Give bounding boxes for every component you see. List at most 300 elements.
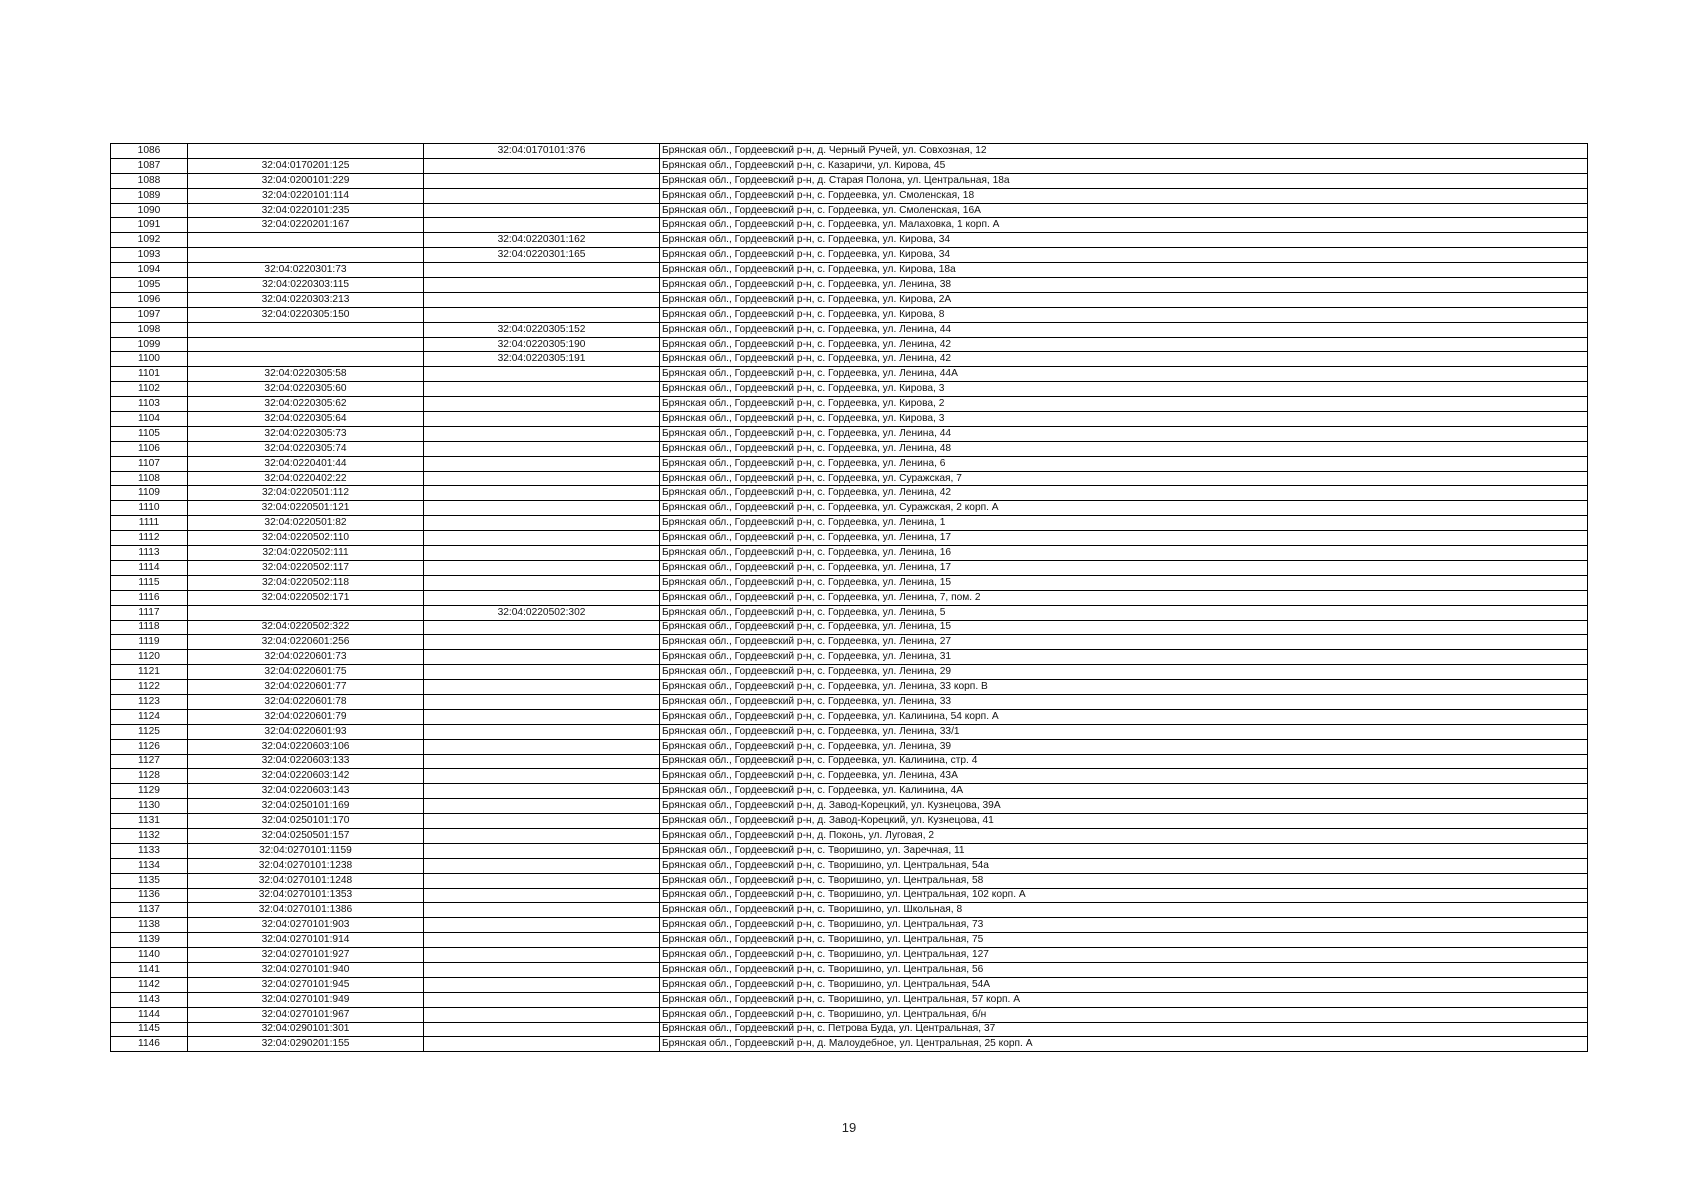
cadastral-number-cell: 32:04:0220502:110 bbox=[188, 531, 424, 546]
row-number-cell: 1108 bbox=[111, 471, 188, 486]
table-row bbox=[111, 486, 1588, 501]
row-number-cell: 1130 bbox=[111, 799, 188, 814]
cadastral-number-cell: 32:04:0220305:64 bbox=[188, 412, 424, 427]
cadastral-number-alt-cell bbox=[424, 724, 660, 739]
address-cell: Брянская обл., Гордеевский р-н, с. Гордеевка, ул. Калинина, 4А bbox=[660, 784, 1588, 799]
cadastral-number-cell: 32:04:0220501:121 bbox=[188, 501, 424, 516]
address-cell: Брянская обл., Гордеевский р-н, с. Гордеевка, ул. Ленина, 7, пом. 2 bbox=[660, 590, 1588, 605]
address-cell: Брянская обл., Гордеевский р-н, с. Гордеевка, ул. Ленина, 44 bbox=[660, 426, 1588, 441]
row-number-cell: 1127 bbox=[111, 754, 188, 769]
row-number-cell: 1096 bbox=[111, 292, 188, 307]
address-cell: Брянская обл., Гордеевский р-н, с. Гордеевка, ул. Ленина, 42 bbox=[660, 486, 1588, 501]
table-row bbox=[111, 739, 1588, 754]
address-cell: Брянская обл., Гордеевский р-н, с. Творишино, ул. Заречная, 11 bbox=[660, 843, 1588, 858]
table-row bbox=[111, 694, 1588, 709]
row-number-cell: 1086 bbox=[111, 144, 188, 159]
cadastral-number-cell: 32:04:0220601:77 bbox=[188, 680, 424, 695]
cadastral-number-cell: 32:04:0270101:1238 bbox=[188, 858, 424, 873]
cadastral-number-alt-cell bbox=[424, 516, 660, 531]
address-cell: Брянская обл., Гордеевский р-н, с. Гордеевка, ул. Кирова, 34 bbox=[660, 233, 1588, 248]
table-row bbox=[111, 843, 1588, 858]
table-row bbox=[111, 278, 1588, 293]
row-number-cell: 1123 bbox=[111, 694, 188, 709]
address-cell: Брянская обл., Гордеевский р-н, с. Гордеевка, ул. Калинина, 54 корп. А bbox=[660, 709, 1588, 724]
address-cell: Брянская обл., Гордеевский р-н, с. Творишино, ул. Центральная, 102 корп. А bbox=[660, 888, 1588, 903]
table-row bbox=[111, 769, 1588, 784]
address-cell: Брянская обл., Гордеевский р-н, с. Гордеевка, ул. Ленина, 17 bbox=[660, 531, 1588, 546]
table-row bbox=[111, 977, 1588, 992]
cadastral-number-cell: 32:04:0250501:157 bbox=[188, 828, 424, 843]
cadastral-number-cell: 32:04:0220101:235 bbox=[188, 203, 424, 218]
address-cell: Брянская обл., Гордеевский р-н, с. Гордеевка, ул. Калинина, стр. 4 bbox=[660, 754, 1588, 769]
cadastral-number-alt-cell bbox=[424, 635, 660, 650]
cadastral-number-alt-cell bbox=[424, 292, 660, 307]
cadastral-number-cell: 32:04:0270101:940 bbox=[188, 962, 424, 977]
address-cell: Брянская обл., Гордеевский р-н, с. Гордеевка, ул. Кирова, 2А bbox=[660, 292, 1588, 307]
cadastral-number-cell: 32:04:0270101:949 bbox=[188, 992, 424, 1007]
address-cell: Брянская обл., Гордеевский р-н, с. Творишино, ул. Центральная, 56 bbox=[660, 962, 1588, 977]
table-row bbox=[111, 471, 1588, 486]
address-cell: Брянская обл., Гордеевский р-н, с. Гордеевка, ул. Ленина, 39 bbox=[660, 739, 1588, 754]
row-number-cell: 1095 bbox=[111, 278, 188, 293]
table-row bbox=[111, 307, 1588, 322]
table-row bbox=[111, 858, 1588, 873]
cadastral-number-cell: 32:04:0270101:967 bbox=[188, 1007, 424, 1022]
cadastral-number-alt-cell bbox=[424, 575, 660, 590]
cadastral-number-alt-cell bbox=[424, 873, 660, 888]
cadastral-number-alt-cell: 32:04:0220305:191 bbox=[424, 352, 660, 367]
table-row bbox=[111, 992, 1588, 1007]
cadastral-number-cell: 32:04:0270101:1248 bbox=[188, 873, 424, 888]
address-cell: Брянская обл., Гордеевский р-н, с. Гордеевка, ул. Кирова, 3 bbox=[660, 382, 1588, 397]
address-cell: Брянская обл., Гордеевский р-н, с. Гордеевка, ул. Ленина, 5 bbox=[660, 605, 1588, 620]
cadastral-number-alt-cell bbox=[424, 709, 660, 724]
table-row bbox=[111, 501, 1588, 516]
address-cell: Брянская обл., Гордеевский р-н, с. Творишино, ул. Школьная, 8 bbox=[660, 903, 1588, 918]
address-cell: Брянская обл., Гордеевский р-н, с. Гордеевка, ул. Ленина, 48 bbox=[660, 441, 1588, 456]
cadastral-number-cell: 32:04:0220402:22 bbox=[188, 471, 424, 486]
cadastral-number-cell bbox=[188, 233, 424, 248]
cadastral-number-cell: 32:04:0220601:93 bbox=[188, 724, 424, 739]
address-cell: Брянская обл., Гордеевский р-н, с. Гордеевка, ул. Ленина, 42 bbox=[660, 352, 1588, 367]
table-row bbox=[111, 173, 1588, 188]
cadastral-number-alt-cell: 32:04:0220301:165 bbox=[424, 248, 660, 263]
row-number-cell: 1107 bbox=[111, 456, 188, 471]
cadastral-number-cell: 32:04:0270101:903 bbox=[188, 918, 424, 933]
table-row bbox=[111, 784, 1588, 799]
address-cell: Брянская обл., Гордеевский р-н, д. Завод-Корецкий, ул. Кузнецова, 39А bbox=[660, 799, 1588, 814]
row-number-cell: 1091 bbox=[111, 218, 188, 233]
cadastral-number-cell: 32:04:0270101:1159 bbox=[188, 843, 424, 858]
address-cell: Брянская обл., Гордеевский р-н, с. Творишино, ул. Центральная, 127 bbox=[660, 948, 1588, 963]
cadastral-number-alt-cell bbox=[424, 173, 660, 188]
table-row bbox=[111, 605, 1588, 620]
row-number-cell: 1101 bbox=[111, 367, 188, 382]
cadastral-number-cell: 32:04:0220502:171 bbox=[188, 590, 424, 605]
row-number-cell: 1140 bbox=[111, 948, 188, 963]
cadastral-number-cell: 32:04:0290101:301 bbox=[188, 1022, 424, 1037]
row-number-cell: 1115 bbox=[111, 575, 188, 590]
cadastral-number-alt-cell bbox=[424, 501, 660, 516]
address-cell: Брянская обл., Гордеевский р-н, с. Гордеевка, ул. Ленина, 6 bbox=[660, 456, 1588, 471]
table-row bbox=[111, 650, 1588, 665]
address-cell: Брянская обл., Гордеевский р-н, д. Малоудебное, ул. Центральная, 25 корп. А bbox=[660, 1037, 1588, 1052]
table-row bbox=[111, 709, 1588, 724]
row-number-cell: 1122 bbox=[111, 680, 188, 695]
row-number-cell: 1112 bbox=[111, 531, 188, 546]
address-cell: Брянская обл., Гордеевский р-н, с. Гордеевка, ул. Малаховка, 1 корп. А bbox=[660, 218, 1588, 233]
cadastral-number-cell: 32:04:0170201:125 bbox=[188, 158, 424, 173]
table-row bbox=[111, 828, 1588, 843]
row-number-cell: 1106 bbox=[111, 441, 188, 456]
cadastral-number-alt-cell bbox=[424, 456, 660, 471]
cadastral-number-cell: 32:04:0250101:169 bbox=[188, 799, 424, 814]
cadastral-number-cell: 32:04:0270101:927 bbox=[188, 948, 424, 963]
address-cell: Брянская обл., Гордеевский р-н, с. Гордеевка, ул. Ленина, 33/1 bbox=[660, 724, 1588, 739]
address-cell: Брянская обл., Гордеевский р-н, с. Гордеевка, ул. Ленина, 29 bbox=[660, 665, 1588, 680]
address-cell: Брянская обл., Гордеевский р-н, с. Творишино, ул. Центральная, 75 bbox=[660, 933, 1588, 948]
address-cell: Брянская обл., Гордеевский р-н, с. Гордеевка, ул. Ленина, 1 bbox=[660, 516, 1588, 531]
cadastral-number-alt-cell bbox=[424, 590, 660, 605]
table-row bbox=[111, 903, 1588, 918]
cadastral-number-alt-cell bbox=[424, 843, 660, 858]
row-number-cell: 1121 bbox=[111, 665, 188, 680]
table-row bbox=[111, 590, 1588, 605]
table-row bbox=[111, 1037, 1588, 1052]
table-row bbox=[111, 144, 1588, 159]
address-cell: Брянская обл., Гордеевский р-н, с. Гордеевка, ул. Ленина, 16 bbox=[660, 546, 1588, 561]
row-number-cell: 1124 bbox=[111, 709, 188, 724]
cadastral-number-alt-cell bbox=[424, 977, 660, 992]
table-row bbox=[111, 531, 1588, 546]
address-cell: Брянская обл., Гордеевский р-н, с. Творишино, ул. Центральная, 58 bbox=[660, 873, 1588, 888]
cadastral-number-cell: 32:04:0220305:74 bbox=[188, 441, 424, 456]
cadastral-number-cell: 32:04:0220401:44 bbox=[188, 456, 424, 471]
table-row bbox=[111, 620, 1588, 635]
row-number-cell: 1139 bbox=[111, 933, 188, 948]
cadastral-number-alt-cell: 32:04:0220305:190 bbox=[424, 337, 660, 352]
row-number-cell: 1133 bbox=[111, 843, 188, 858]
table-row bbox=[111, 158, 1588, 173]
address-cell: Брянская обл., Гордеевский р-н, с. Гордеевка, ул. Ленина, 42 bbox=[660, 337, 1588, 352]
address-cell: Брянская обл., Гордеевский р-н, с. Гордеевка, ул. Кирова, 2 bbox=[660, 397, 1588, 412]
table-row bbox=[111, 962, 1588, 977]
row-number-cell: 1143 bbox=[111, 992, 188, 1007]
row-number-cell: 1134 bbox=[111, 858, 188, 873]
table-row bbox=[111, 397, 1588, 412]
cadastral-number-alt-cell bbox=[424, 188, 660, 203]
table-row bbox=[111, 546, 1588, 561]
cadastral-number-cell: 32:04:0220101:114 bbox=[188, 188, 424, 203]
address-cell: Брянская обл., Гордеевский р-н, с. Творишино, ул. Центральная, 73 bbox=[660, 918, 1588, 933]
address-cell: Брянская обл., Гордеевский р-н, с. Гордеевка, ул. Кирова, 34 bbox=[660, 248, 1588, 263]
table-row bbox=[111, 665, 1588, 680]
cadastral-number-alt-cell bbox=[424, 471, 660, 486]
cadastral-number-alt-cell bbox=[424, 412, 660, 427]
cadastral-number-alt-cell bbox=[424, 858, 660, 873]
cadastral-number-alt-cell bbox=[424, 814, 660, 829]
table-row bbox=[111, 754, 1588, 769]
cadastral-number-alt-cell bbox=[424, 948, 660, 963]
table-row bbox=[111, 203, 1588, 218]
cadastral-number-alt-cell bbox=[424, 531, 660, 546]
cadastral-number-cell: 32:04:0220601:79 bbox=[188, 709, 424, 724]
cadastral-number-cell bbox=[188, 248, 424, 263]
row-number-cell: 1136 bbox=[111, 888, 188, 903]
cadastral-number-alt-cell bbox=[424, 769, 660, 784]
cadastral-number-cell: 32:04:0220305:62 bbox=[188, 397, 424, 412]
address-cell: Брянская обл., Гордеевский р-н, с. Гордеевка, ул. Смоленская, 16А bbox=[660, 203, 1588, 218]
cadastral-number-cell: 32:04:0290201:155 bbox=[188, 1037, 424, 1052]
row-number-cell: 1119 bbox=[111, 635, 188, 650]
address-cell: Брянская обл., Гордеевский р-н, с. Творишино, ул. Центральная, 57 корп. А bbox=[660, 992, 1588, 1007]
table-row bbox=[111, 1022, 1588, 1037]
cadastral-number-cell: 32:04:0220502:117 bbox=[188, 560, 424, 575]
cadastral-number-alt-cell bbox=[424, 918, 660, 933]
table-row bbox=[111, 292, 1588, 307]
cadastral-number-alt-cell bbox=[424, 888, 660, 903]
cadastral-number-alt-cell bbox=[424, 962, 660, 977]
row-number-cell: 1092 bbox=[111, 233, 188, 248]
cadastral-number-alt-cell bbox=[424, 263, 660, 278]
table-row bbox=[111, 933, 1588, 948]
table-row bbox=[111, 918, 1588, 933]
address-cell: Брянская обл., Гордеевский р-н, с. Гордеевка, ул. Суражская, 2 корп. А bbox=[660, 501, 1588, 516]
cadastral-number-alt-cell bbox=[424, 799, 660, 814]
table-row bbox=[111, 248, 1588, 263]
cadastral-number-alt-cell: 32:04:0220301:162 bbox=[424, 233, 660, 248]
cadastral-number-alt-cell bbox=[424, 307, 660, 322]
cadastral-number-cell: 32:04:0220305:73 bbox=[188, 426, 424, 441]
cadastral-number-alt-cell bbox=[424, 650, 660, 665]
row-number-cell: 1126 bbox=[111, 739, 188, 754]
address-cell: Брянская обл., Гордеевский р-н, с. Петрова Буда, ул. Центральная, 37 bbox=[660, 1022, 1588, 1037]
cadastral-number-alt-cell bbox=[424, 1022, 660, 1037]
cadastral-number-cell: 32:04:0220303:115 bbox=[188, 278, 424, 293]
row-number-cell: 1089 bbox=[111, 188, 188, 203]
cadastral-number-cell: 32:04:0220502:322 bbox=[188, 620, 424, 635]
row-number-cell: 1087 bbox=[111, 158, 188, 173]
table-row bbox=[111, 635, 1588, 650]
row-number-cell: 1135 bbox=[111, 873, 188, 888]
cadastral-number-cell bbox=[188, 352, 424, 367]
cadastral-number-cell: 32:04:0220501:82 bbox=[188, 516, 424, 531]
cadastral-number-alt-cell bbox=[424, 397, 660, 412]
cadastral-number-alt-cell: 32:04:0220502:302 bbox=[424, 605, 660, 620]
table-row bbox=[111, 888, 1588, 903]
row-number-cell: 1146 bbox=[111, 1037, 188, 1052]
address-cell: Брянская обл., Гордеевский р-н, д. Поконь, ул. Луговая, 2 bbox=[660, 828, 1588, 843]
table-row bbox=[111, 188, 1588, 203]
row-number-cell: 1142 bbox=[111, 977, 188, 992]
cadastral-number-alt-cell bbox=[424, 546, 660, 561]
cadastral-number-cell: 32:04:0270101:914 bbox=[188, 933, 424, 948]
table-body bbox=[111, 144, 1588, 1052]
table-row bbox=[111, 426, 1588, 441]
address-cell: Брянская обл., Гордеевский р-н, с. Гордеевка, ул. Ленина, 43А bbox=[660, 769, 1588, 784]
cadastral-number-alt-cell bbox=[424, 278, 660, 293]
cadastral-number-alt-cell bbox=[424, 486, 660, 501]
row-number-cell: 1141 bbox=[111, 962, 188, 977]
row-number-cell: 1116 bbox=[111, 590, 188, 605]
page-number: 19 bbox=[841, 1120, 857, 1135]
cadastral-number-cell: 32:04:0270101:1386 bbox=[188, 903, 424, 918]
row-number-cell: 1113 bbox=[111, 546, 188, 561]
table-row bbox=[111, 441, 1588, 456]
row-number-cell: 1144 bbox=[111, 1007, 188, 1022]
address-cell: Брянская обл., Гордеевский р-н, с. Гордеевка, ул. Ленина, 33 корп. В bbox=[660, 680, 1588, 695]
address-cell: Брянская обл., Гордеевский р-н, д. Старая Полона, ул. Центральная, 18а bbox=[660, 173, 1588, 188]
table-row bbox=[111, 724, 1588, 739]
row-number-cell: 1110 bbox=[111, 501, 188, 516]
address-cell: Брянская обл., Гордеевский р-н, с. Гордеевка, ул. Кирова, 18а bbox=[660, 263, 1588, 278]
row-number-cell: 1109 bbox=[111, 486, 188, 501]
cadastral-number-alt-cell: 32:04:0170101:376 bbox=[424, 144, 660, 159]
cadastral-number-alt-cell bbox=[424, 680, 660, 695]
cadastral-number-alt-cell bbox=[424, 382, 660, 397]
cadastral-number-cell: 32:04:0220305:150 bbox=[188, 307, 424, 322]
row-number-cell: 1088 bbox=[111, 173, 188, 188]
table-row bbox=[111, 680, 1588, 695]
table-row bbox=[111, 560, 1588, 575]
row-number-cell: 1105 bbox=[111, 426, 188, 441]
cadastral-number-cell: 32:04:0220603:106 bbox=[188, 739, 424, 754]
address-cell: Брянская обл., Гордеевский р-н, с. Творишино, ул. Центральная, 54а bbox=[660, 858, 1588, 873]
cadastral-number-cell: 32:04:0220601:78 bbox=[188, 694, 424, 709]
row-number-cell: 1099 bbox=[111, 337, 188, 352]
cadastral-number-alt-cell bbox=[424, 426, 660, 441]
cadastral-number-cell: 32:04:0250101:170 bbox=[188, 814, 424, 829]
cadastral-number-cell bbox=[188, 337, 424, 352]
cadastral-number-alt-cell bbox=[424, 218, 660, 233]
row-number-cell: 1111 bbox=[111, 516, 188, 531]
address-cell: Брянская обл., Гордеевский р-н, с. Гордеевка, ул. Кирова, 8 bbox=[660, 307, 1588, 322]
table-row bbox=[111, 382, 1588, 397]
row-number-cell: 1118 bbox=[111, 620, 188, 635]
row-number-cell: 1132 bbox=[111, 828, 188, 843]
table-row bbox=[111, 412, 1588, 427]
address-cell: Брянская обл., Гордеевский р-н, с. Гордеевка, ул. Ленина, 44 bbox=[660, 322, 1588, 337]
table-row bbox=[111, 337, 1588, 352]
cadastral-number-alt-cell bbox=[424, 784, 660, 799]
address-cell: Брянская обл., Гордеевский р-н, с. Гордеевка, ул. Ленина, 15 bbox=[660, 575, 1588, 590]
cadastral-number-alt-cell: 32:04:0220305:152 bbox=[424, 322, 660, 337]
table-row bbox=[111, 456, 1588, 471]
address-cell: Брянская обл., Гордеевский р-н, с. Гордеевка, ул. Ленина, 17 bbox=[660, 560, 1588, 575]
table-row bbox=[111, 322, 1588, 337]
cadastral-number-cell: 32:04:0270101:1353 bbox=[188, 888, 424, 903]
cadastral-number-cell: 32:04:0220603:143 bbox=[188, 784, 424, 799]
row-number-cell: 1093 bbox=[111, 248, 188, 263]
row-number-cell: 1103 bbox=[111, 397, 188, 412]
cadastral-number-cell: 32:04:0220305:60 bbox=[188, 382, 424, 397]
address-cell: Брянская обл., Гордеевский р-н, с. Творишино, ул. Центральная, б/н bbox=[660, 1007, 1588, 1022]
row-number-cell: 1094 bbox=[111, 263, 188, 278]
address-cell: Брянская обл., Гордеевский р-н, с. Гордеевка, ул. Ленина, 15 bbox=[660, 620, 1588, 635]
cadastral-number-alt-cell bbox=[424, 158, 660, 173]
address-cell: Брянская обл., Гордеевский р-н, с. Творишино, ул. Центральная, 54А bbox=[660, 977, 1588, 992]
table-row bbox=[111, 263, 1588, 278]
row-number-cell: 1100 bbox=[111, 352, 188, 367]
cadastral-number-alt-cell bbox=[424, 694, 660, 709]
cadastral-number-alt-cell bbox=[424, 754, 660, 769]
cadastral-number-cell: 32:04:0220502:111 bbox=[188, 546, 424, 561]
cadastral-number-cell: 32:04:0200101:229 bbox=[188, 173, 424, 188]
table-row bbox=[111, 814, 1588, 829]
cadastral-number-alt-cell bbox=[424, 739, 660, 754]
cadastral-number-alt-cell bbox=[424, 620, 660, 635]
address-cell: Брянская обл., Гордеевский р-н, д. Черный Ручей, ул. Совхозная, 12 bbox=[660, 144, 1588, 159]
cadastral-number-cell: 32:04:0270101:945 bbox=[188, 977, 424, 992]
cadastral-number-cell: 32:04:0220601:75 bbox=[188, 665, 424, 680]
cadastral-table bbox=[110, 143, 1588, 1052]
row-number-cell: 1098 bbox=[111, 322, 188, 337]
address-cell: Брянская обл., Гордеевский р-н, с. Гордеевка, ул. Суражская, 7 bbox=[660, 471, 1588, 486]
table-row bbox=[111, 516, 1588, 531]
cadastral-number-cell bbox=[188, 605, 424, 620]
cadastral-number-alt-cell bbox=[424, 441, 660, 456]
cadastral-number-alt-cell bbox=[424, 1037, 660, 1052]
address-cell: Брянская обл., Гордеевский р-н, с. Гордеевка, ул. Смоленская, 18 bbox=[660, 188, 1588, 203]
table-row bbox=[111, 948, 1588, 963]
row-number-cell: 1128 bbox=[111, 769, 188, 784]
cadastral-number-cell: 32:04:0220305:58 bbox=[188, 367, 424, 382]
row-number-cell: 1131 bbox=[111, 814, 188, 829]
cadastral-number-cell: 32:04:0220601:256 bbox=[188, 635, 424, 650]
table-row bbox=[111, 233, 1588, 248]
table-row bbox=[111, 218, 1588, 233]
row-number-cell: 1102 bbox=[111, 382, 188, 397]
cadastral-number-cell: 32:04:0220601:73 bbox=[188, 650, 424, 665]
cadastral-number-cell: 32:04:0220603:133 bbox=[188, 754, 424, 769]
address-cell: Брянская обл., Гордеевский р-н, с. Гордеевка, ул. Ленина, 38 bbox=[660, 278, 1588, 293]
address-cell: Брянская обл., Гордеевский р-н, д. Завод-Корецкий, ул. Кузнецова, 41 bbox=[660, 814, 1588, 829]
cadastral-number-alt-cell bbox=[424, 1007, 660, 1022]
table-row bbox=[111, 873, 1588, 888]
row-number-cell: 1120 bbox=[111, 650, 188, 665]
row-number-cell: 1125 bbox=[111, 724, 188, 739]
address-cell: Брянская обл., Гордеевский р-н, с. Гордеевка, ул. Кирова, 3 bbox=[660, 412, 1588, 427]
address-cell: Брянская обл., Гордеевский р-н, с. Казаричи, ул. Кирова, 45 bbox=[660, 158, 1588, 173]
row-number-cell: 1129 bbox=[111, 784, 188, 799]
cadastral-number-alt-cell bbox=[424, 665, 660, 680]
cadastral-number-cell: 32:04:0220502:118 bbox=[188, 575, 424, 590]
table-row bbox=[111, 352, 1588, 367]
row-number-cell: 1137 bbox=[111, 903, 188, 918]
cadastral-number-alt-cell bbox=[424, 903, 660, 918]
row-number-cell: 1117 bbox=[111, 605, 188, 620]
cadastral-number-alt-cell bbox=[424, 560, 660, 575]
row-number-cell: 1090 bbox=[111, 203, 188, 218]
cadastral-number-cell: 32:04:0220603:142 bbox=[188, 769, 424, 784]
table-row bbox=[111, 367, 1588, 382]
address-cell: Брянская обл., Гордеевский р-н, с. Гордеевка, ул. Ленина, 44А bbox=[660, 367, 1588, 382]
address-cell: Брянская обл., Гордеевский р-н, с. Гордеевка, ул. Ленина, 27 bbox=[660, 635, 1588, 650]
cadastral-number-alt-cell bbox=[424, 933, 660, 948]
table-row bbox=[111, 799, 1588, 814]
cadastral-number-cell bbox=[188, 144, 424, 159]
address-cell: Брянская обл., Гордеевский р-н, с. Гордеевка, ул. Ленина, 31 bbox=[660, 650, 1588, 665]
cadastral-number-cell bbox=[188, 322, 424, 337]
cadastral-number-cell: 32:04:0220201:167 bbox=[188, 218, 424, 233]
cadastral-number-alt-cell bbox=[424, 367, 660, 382]
cadastral-number-cell: 32:04:0220303:213 bbox=[188, 292, 424, 307]
cadastral-number-cell: 32:04:0220301:73 bbox=[188, 263, 424, 278]
table-row bbox=[111, 575, 1588, 590]
address-cell: Брянская обл., Гордеевский р-н, с. Гордеевка, ул. Ленина, 33 bbox=[660, 694, 1588, 709]
row-number-cell: 1114 bbox=[111, 560, 188, 575]
cadastral-number-cell: 32:04:0220501:112 bbox=[188, 486, 424, 501]
